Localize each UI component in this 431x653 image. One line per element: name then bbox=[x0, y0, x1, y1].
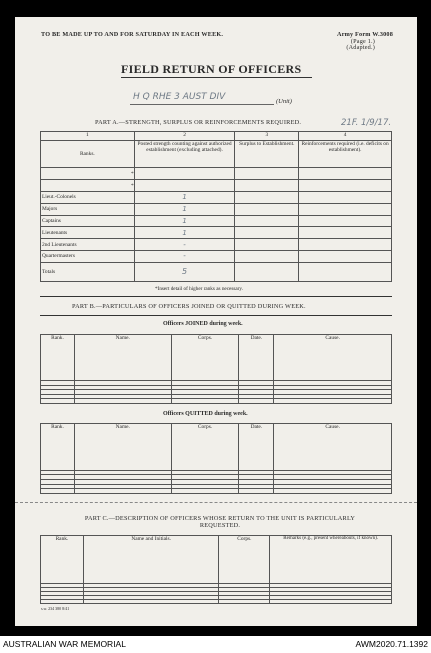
blank-cell bbox=[41, 600, 84, 604]
blank-cell bbox=[219, 600, 270, 604]
blank-cell bbox=[299, 180, 392, 192]
blank-cell bbox=[299, 215, 392, 227]
col-header-name: Name. bbox=[74, 424, 171, 471]
totals-label: Totals bbox=[41, 262, 135, 281]
col-number: 1 bbox=[41, 132, 135, 141]
rank-label: 2nd Lieutenants bbox=[41, 239, 135, 251]
rank-row bbox=[41, 180, 392, 192]
rank-label: Lieutenants bbox=[41, 227, 135, 239]
col-header-date: Date. bbox=[239, 335, 274, 381]
col-header-reinforcements: Reinforcements required (i.e. deficits on establishment). bbox=[299, 140, 392, 168]
rank-row bbox=[41, 191, 392, 203]
part-a-footnote: *Insert detail of higher ranks as necessary. bbox=[155, 286, 243, 292]
col-header-name-initials: Name and Initials. bbox=[83, 536, 219, 584]
blank-cell bbox=[299, 168, 392, 180]
joined-table bbox=[40, 334, 392, 404]
blank-cell bbox=[239, 399, 274, 404]
rank-row bbox=[41, 239, 392, 251]
totals-value: 5 bbox=[134, 262, 235, 281]
footer-bar bbox=[0, 636, 431, 653]
rank-row bbox=[41, 168, 392, 180]
rank-label: Majors bbox=[41, 203, 135, 215]
blank-cell bbox=[299, 250, 392, 262]
part-b-title: PART B.—PARTICULARS OF OFFICERS JOINED OR QUITTED DURING WEEK. bbox=[72, 303, 306, 310]
form-title: FIELD RETURN OF OFFICERS bbox=[121, 62, 302, 76]
col-header-cause: Cause. bbox=[274, 424, 392, 471]
col-header-corps: Corps. bbox=[171, 424, 239, 471]
blank-cell bbox=[235, 215, 299, 227]
blank-cell bbox=[239, 489, 274, 494]
blank-cell bbox=[299, 203, 392, 215]
blank-cell bbox=[171, 489, 239, 494]
col-number: 3 bbox=[235, 132, 299, 141]
col-header-remarks: Remarks (e.g., present whereabouts, if known). bbox=[270, 536, 392, 584]
blank-cell bbox=[274, 489, 392, 494]
blank-cell bbox=[41, 399, 75, 404]
quitted-title: Officers QUITTED during week. bbox=[163, 411, 248, 417]
blank-cell bbox=[235, 227, 299, 239]
strength-value: 1 bbox=[134, 191, 235, 203]
blank-cell bbox=[235, 239, 299, 251]
adapted-note: (Adapted.) bbox=[346, 44, 375, 51]
strength-value: 1 bbox=[134, 227, 235, 239]
divider bbox=[40, 296, 392, 297]
perforation-line bbox=[15, 502, 417, 503]
unit-label: (Unit) bbox=[276, 98, 292, 105]
blank-cell bbox=[235, 203, 299, 215]
rank-label: Lieut.-Colonels bbox=[41, 191, 135, 203]
strength-value bbox=[134, 180, 235, 192]
blank-cell bbox=[299, 239, 392, 251]
footer-institution: AUSTRALIAN WAR MEMORIAL bbox=[3, 639, 126, 649]
col-header-rank: Rank. bbox=[41, 424, 75, 471]
strength-value: - bbox=[134, 239, 235, 251]
blank-cell bbox=[83, 600, 219, 604]
blank-cell bbox=[235, 180, 299, 192]
rank-row bbox=[41, 215, 392, 227]
form-number: Army Form W.3008 bbox=[337, 31, 393, 38]
title-underline bbox=[121, 77, 312, 78]
strength-value: 1 bbox=[134, 203, 235, 215]
blank-cell bbox=[41, 489, 75, 494]
divider bbox=[40, 315, 392, 316]
printer-note: s.w. 234 380 8/41 bbox=[41, 606, 70, 611]
date-handwritten: 21F. 1/9/17. bbox=[341, 118, 392, 128]
col-header-name: Name. bbox=[74, 335, 171, 381]
col-header-ranks: Ranks. bbox=[41, 140, 135, 168]
blank-cell bbox=[235, 191, 299, 203]
col-header-rank: Rank. bbox=[41, 536, 84, 584]
blank-cell bbox=[74, 399, 171, 404]
quitted-table bbox=[40, 423, 392, 494]
part-c-title: PART C.—DESCRIPTION OF OFFICERS WHOSE RETURN TO THE UNIT IS PARTICULARLY bbox=[84, 515, 356, 522]
rank-label: * bbox=[41, 168, 135, 180]
blank-cell bbox=[74, 489, 171, 494]
blank-row bbox=[41, 489, 392, 494]
col-header-corps: Corps. bbox=[219, 536, 270, 584]
col-number: 4 bbox=[299, 132, 392, 141]
strength-value: 1 bbox=[134, 215, 235, 227]
blank-row bbox=[41, 600, 392, 604]
blank-cell bbox=[299, 191, 392, 203]
col-header-rank: Rank. bbox=[41, 335, 75, 381]
footer-accession: AWM2020.71.1392 bbox=[355, 639, 428, 649]
rank-label: Captains bbox=[41, 215, 135, 227]
col-header-surplus: Surplus to Establishment. bbox=[235, 140, 299, 168]
rank-row bbox=[41, 250, 392, 262]
blank-cell bbox=[235, 250, 299, 262]
unit-handwritten: H Q RHE 3 AUST DIV bbox=[133, 92, 226, 102]
totals-surplus bbox=[235, 262, 299, 281]
col-number: 2 bbox=[134, 132, 235, 141]
joined-title: Officers JOINED during week. bbox=[163, 321, 243, 327]
blank-cell bbox=[270, 600, 392, 604]
col-header-strength: Posted strength counting against authorized establishment (excluding attached). bbox=[134, 140, 235, 168]
blank-cell bbox=[274, 399, 392, 404]
form-instruction: TO BE MADE UP TO AND FOR SATURDAY IN EACH WEEK. bbox=[41, 31, 224, 38]
rank-label: Quartermasters bbox=[41, 250, 135, 262]
strength-value: - bbox=[134, 250, 235, 262]
rank-label: * bbox=[41, 180, 135, 192]
blank-row bbox=[41, 399, 392, 404]
totals-reinforcements bbox=[299, 262, 392, 281]
rank-row bbox=[41, 203, 392, 215]
col-header-corps: Corps. bbox=[171, 335, 239, 381]
part-c-title-cont: REQUESTED. bbox=[199, 522, 241, 529]
blank-cell bbox=[171, 399, 239, 404]
col-header-date: Date. bbox=[239, 424, 274, 471]
part-a-table bbox=[40, 131, 392, 282]
unit-line bbox=[130, 104, 274, 105]
part-a-title: PART A.—STRENGTH, SURPLUS OR REINFORCEMENTS REQUIRED. bbox=[95, 119, 302, 126]
page-number: (Page 1.) bbox=[350, 38, 375, 45]
col-header-cause: Cause. bbox=[274, 335, 392, 381]
blank-cell bbox=[235, 168, 299, 180]
part-c-table bbox=[40, 535, 392, 604]
rank-row bbox=[41, 227, 392, 239]
blank-cell bbox=[299, 227, 392, 239]
strength-value bbox=[134, 168, 235, 180]
